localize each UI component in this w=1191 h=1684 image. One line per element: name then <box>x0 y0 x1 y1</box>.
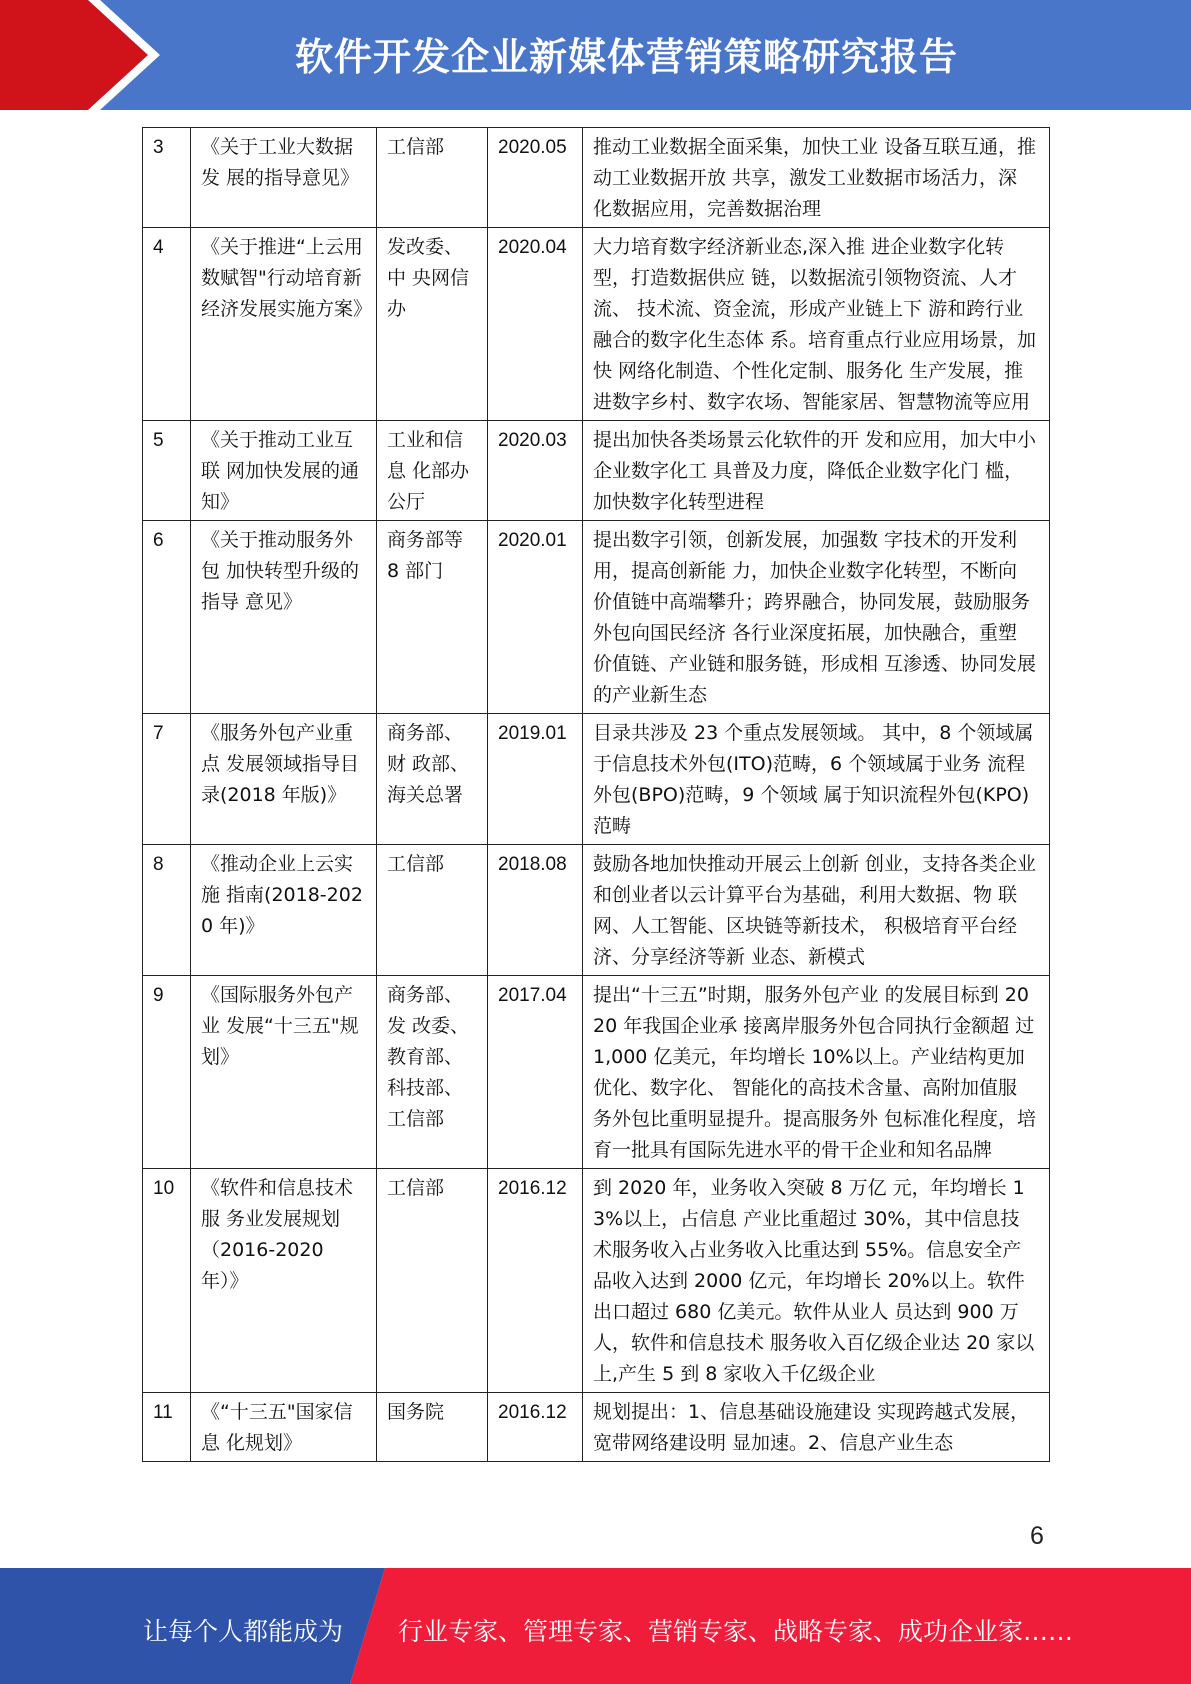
issuing-department: 商务部、发 改委、教育部、科技部、工信部 <box>377 976 488 1169</box>
policy-content: 提出加快各类场景云化软件的开 发和应用，加大中小企业数字化工 具普及力度，降低企业数字化门 槛，加快数字化转型进程 <box>583 421 1050 521</box>
page-header <box>0 0 1191 110</box>
policy-name: 《关于推进“上云用 数赋智"行动培育新 经济发展实施方案》 <box>191 228 377 421</box>
policy-content: 大力培育数字经济新业态,深入推 进企业数字化转型，打造数据供应 链，以数据流引领物资流、人才流、 技术流、资金流，形成产业链上下 游和跨行业融合的数字化生态体 系。培育重点行业应用场景，加快 网络化制造、个性化定制、服务化 生产发展，推进数字乡村、数字农场、智能家居、智慧物流等应用 <box>583 228 1050 421</box>
issuing-department: 工信部 <box>377 845 488 976</box>
policy-name: 《国际服务外包产业 发展“十三五"规划》 <box>191 976 377 1169</box>
row-number: 11 <box>143 1393 191 1462</box>
row-number: 4 <box>143 228 191 421</box>
policy-content: 提出数字引领，创新发展，加强数 字技术的开发利用，提高创新能 力，加快企业数字化转型，不断向 价值链中高端攀升；跨界融合，协同发展，鼓励服务外包向国民经济 各行业深度拓展，加快融合，重塑 价值链、产业链和服务链，形成相 互渗透、协同发展的产业新生态 <box>583 521 1050 714</box>
issuing-department: 工信部 <box>377 1169 488 1393</box>
row-number: 6 <box>143 521 191 714</box>
table-row <box>143 421 1050 521</box>
row-number: 3 <box>143 128 191 228</box>
policy-table-body <box>143 128 1050 1462</box>
table-row <box>143 228 1050 421</box>
policy-content: 鼓励各地加快推动开展云上创新 创业，支持各类企业和创业者以云计算平台为基础，利用大数据、物 联网、人工智能、区块链等新技术， 积极培育平台经济、分享经济等新 业态、新模式 <box>583 845 1050 976</box>
issuing-department: 商务部、财 政部、海关总署 <box>377 714 488 845</box>
issue-date: 2020.03 <box>488 421 583 521</box>
policy-name: 《关于推动工业互联 网加快发展的通知》 <box>191 421 377 521</box>
policy-name: 《关于工业大数据发 展的指导意见》 <box>191 128 377 228</box>
page-footer <box>0 1568 1191 1684</box>
policy-content: 提出“十三五”时期，服务外包产业 的发展目标到 2020 年我国企业承 接离岸服务外包合同执行金额超 过 1,000 亿美元，年均增长 10%以上。产业结构更加优化、数字化、 智能化的高技术含量、高附加值服 务外包比重明显提升。提高服务外 包标准化程度，培育一批具有国际先进水平的骨干企业和知名品牌 <box>583 976 1050 1169</box>
table-row <box>143 521 1050 714</box>
issuing-department: 工业和信息 化部办公厅 <box>377 421 488 521</box>
policy-content: 推动工业数据全面采集，加快工业 设备互联互通，推动工业数据开放 共享，激发工业数据市场活力，深 化数据应用，完善数据治理 <box>583 128 1050 228</box>
issue-date: 2020.01 <box>488 521 583 714</box>
row-number: 7 <box>143 714 191 845</box>
table-row <box>143 714 1050 845</box>
issue-date: 2016.12 <box>488 1169 583 1393</box>
table-row <box>143 845 1050 976</box>
issue-date: 2020.05 <box>488 128 583 228</box>
policy-name: 《软件和信息技术服 务业发展规划（2016-2020 年）》 <box>191 1169 377 1393</box>
footer-slogan-left: 让每个人都能成为 <box>143 1617 344 1646</box>
issue-date: 2020.04 <box>488 228 583 421</box>
row-number: 9 <box>143 976 191 1169</box>
issuing-department: 商务部等 8 部门 <box>377 521 488 714</box>
policy-name: 《“十三五"国家信息 化规划》 <box>191 1393 377 1462</box>
row-number: 10 <box>143 1169 191 1393</box>
table-row <box>143 1169 1050 1393</box>
page-number: 6 <box>1030 1522 1044 1550</box>
issue-date: 2017.04 <box>488 976 583 1169</box>
issue-date: 2016.12 <box>488 1393 583 1462</box>
issuing-department: 国务院 <box>377 1393 488 1462</box>
issue-date: 2018.08 <box>488 845 583 976</box>
table-row <box>143 128 1050 228</box>
policy-content: 规划提出：1、信息基础设施建设 实现跨越式发展，宽带网络建设明 显加速。2、信息产业生态 <box>583 1393 1050 1462</box>
issuing-department: 工信部 <box>377 128 488 228</box>
row-number: 5 <box>143 421 191 521</box>
policy-name: 《推动企业上云实施 指南(2018-2020 年)》 <box>191 845 377 976</box>
issuing-department: 发改委、中 央网信办 <box>377 228 488 421</box>
policy-content: 到 2020 年，业务收入突破 8 万亿 元，年均增长 13%以上，占信息 产业比重超过 30%，其中信息技 术服务收入占业务收入比重达到 55%。信息安全产品收入达到 2000 亿元，年均增长 20%以上。软件 出口超过 680 亿美元。软件从业人 员达到 900 万人，软件和信息技术 服务收入百亿级企业达 20 家以 上,产生 5 到 8 家收入千亿级企业 <box>583 1169 1050 1393</box>
policy-content: 目录共涉及 23 个重点发展领域。 其中，8 个领域属于信息技术外包(ITO)范畴，6 个领域属于业务 流程外包(BPO)范畴，9 个领域 属于知识流程外包(KPO)范畴 <box>583 714 1050 845</box>
issue-date: 2019.01 <box>488 714 583 845</box>
footer-slogan-right: 行业专家、管理专家、营销专家、战略专家、成功企业家…… <box>398 1617 1074 1646</box>
report-title: 软件开发企业新媒体营销策略研究报告 <box>295 35 959 79</box>
policy-name: 《服务外包产业重点 发展领域指导目录(2018 年版)》 <box>191 714 377 845</box>
policy-name: 《关于推动服务外包 加快转型升级的指导 意见》 <box>191 521 377 714</box>
table-row <box>143 1393 1050 1462</box>
policy-table <box>142 127 1050 1462</box>
row-number: 8 <box>143 845 191 976</box>
table-row <box>143 976 1050 1169</box>
